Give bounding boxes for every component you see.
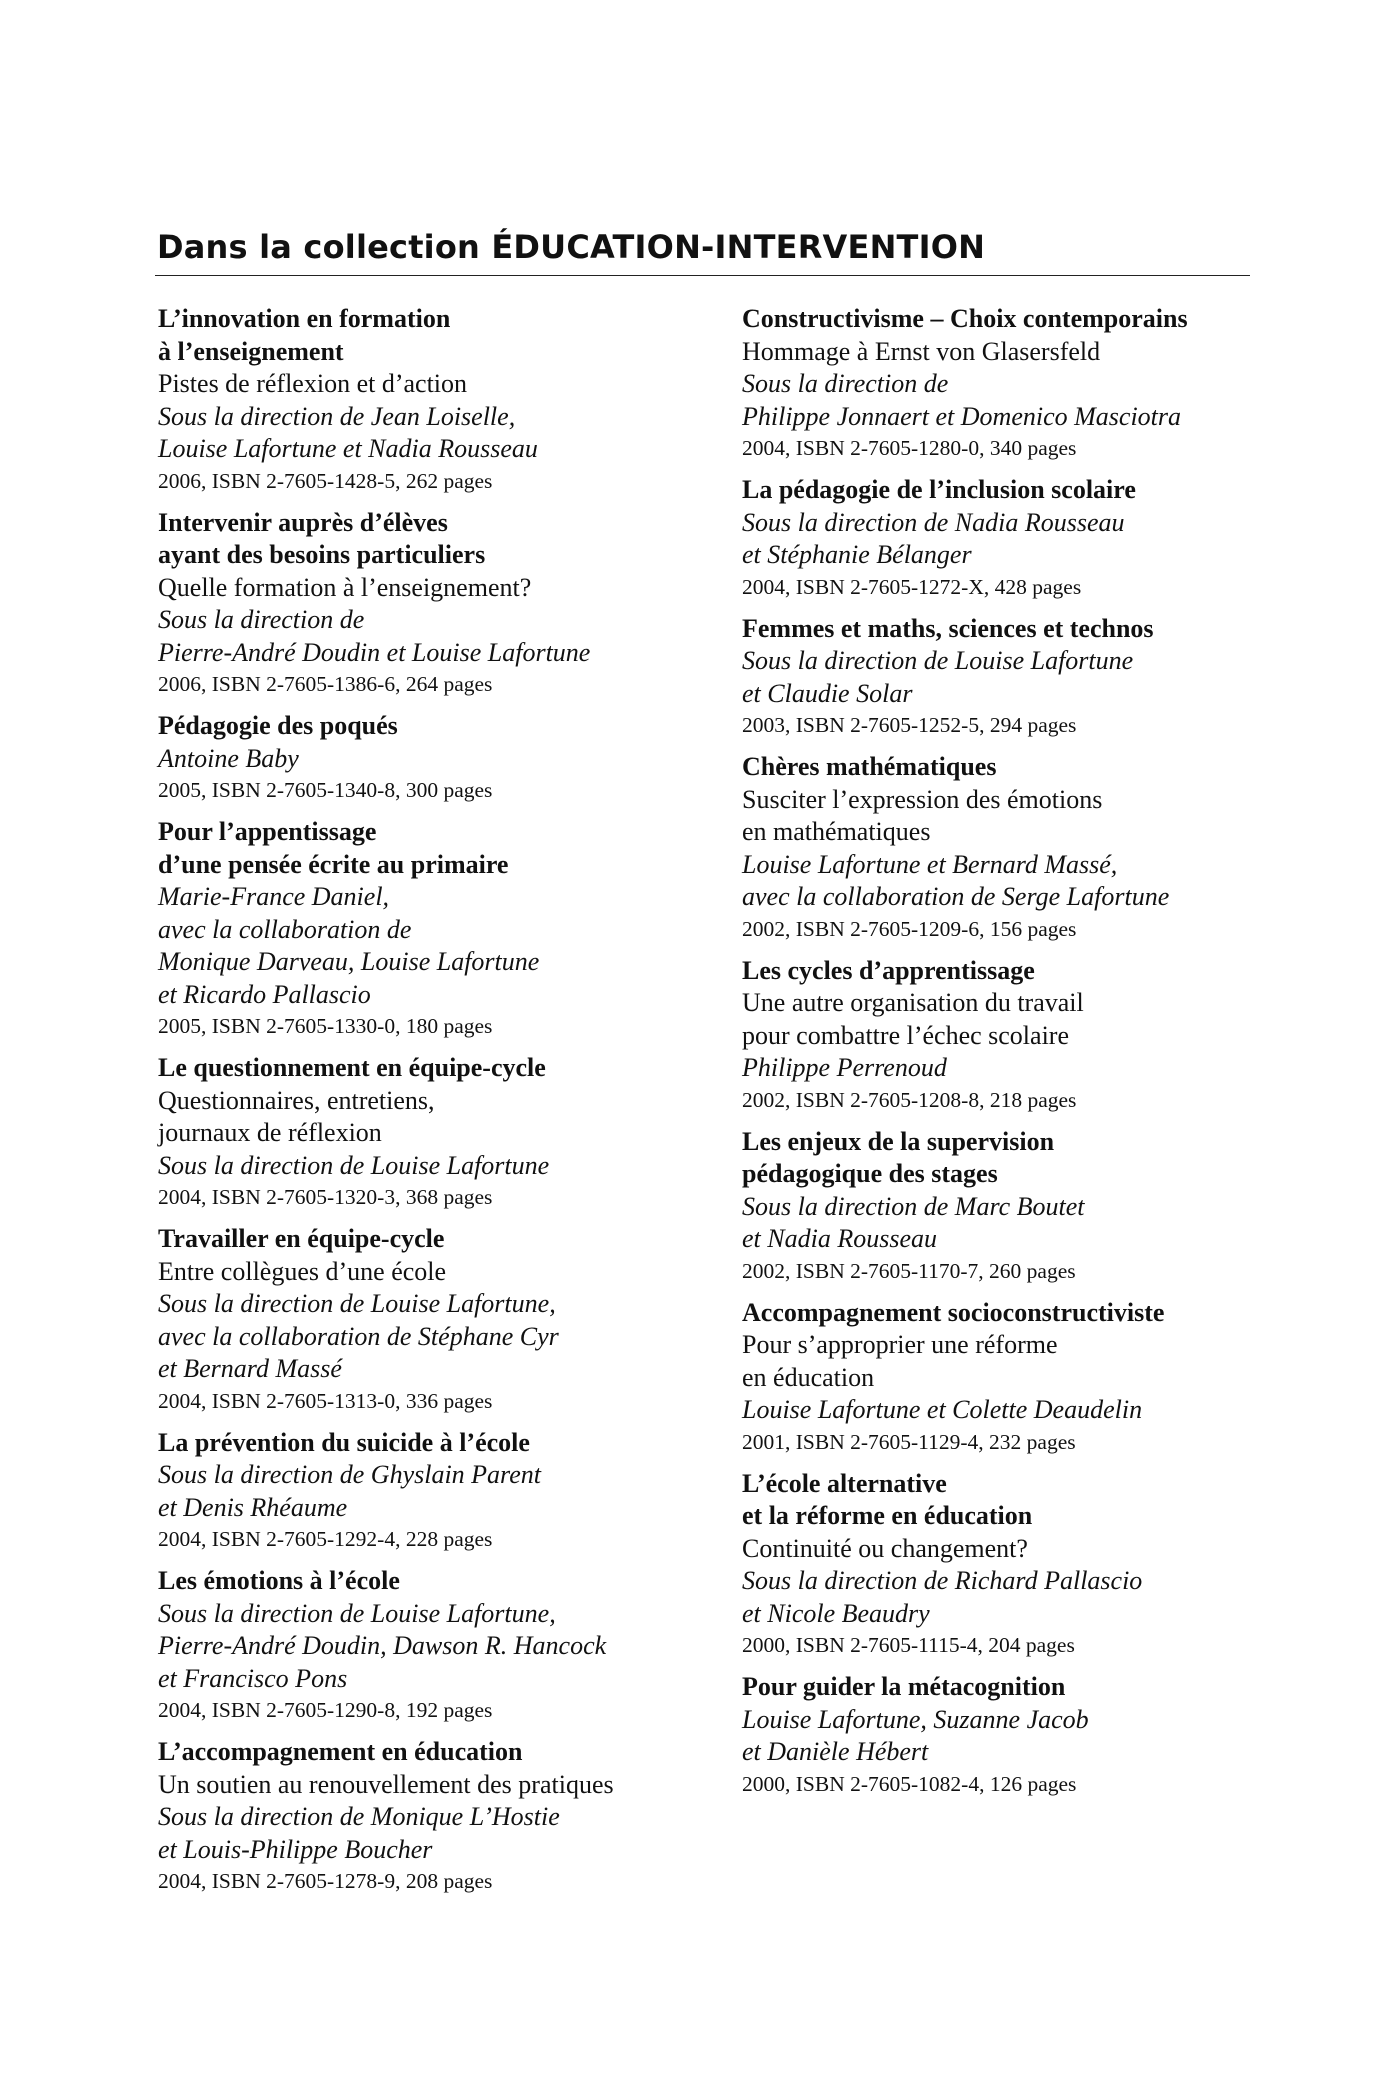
book-authors: et Nadia Rousseau [742,1224,937,1253]
book-publication-info: 2000, ISBN 2-7605-1115-4, 204 pages [742,1633,1075,1657]
book-title: Les enjeux de la supervision [742,1126,1055,1156]
book-title: Les cycles d’apprentissage [742,955,1035,985]
book-publication-info: 2005, ISBN 2-7605-1340-8, 300 pages [158,778,493,802]
book-title: L’école alternative [742,1468,947,1498]
book-authors: Louise Lafortune et Nadia Rousseau [158,434,538,463]
book-publication-info: 2002, ISBN 2-7605-1170-7, 260 pages [742,1258,1076,1283]
book-title: Femmes et maths, sciences et technos [742,613,1154,643]
book-publication-info: 2002, ISBN 2-7605-1208-8, 218 pages [742,1087,1077,1112]
book-entry [742,474,1282,603]
book-subtitle: journaux de réflexion [158,1118,382,1147]
book-title: Intervenir auprès d’élèves [158,507,448,537]
book-publication-info: 2004, ISBN 2-7605-1313-0, 336 pages [158,1388,493,1413]
book-authors: Pierre-André Doudin et Louise Lafortune [158,637,591,667]
book-subtitle: Une autre organisation du travail [742,988,1084,1017]
book-authors: Philippe Perrenoud [742,1053,947,1082]
book-authors: Louise Lafortune et Bernard Massé, [742,849,1118,879]
book-entry [158,1427,718,1556]
book-authors: Sous la direction de Ghyslain Parent [158,1460,541,1489]
book-authors: et Danièle Hébert [742,1737,929,1766]
book-subtitle: Continuité ou changement? [742,1533,1028,1563]
book-subtitle: Hommage à Ernst von Glasersfeld [742,336,1101,366]
book-authors: Sous la direction de Louise Lafortune, [158,1598,556,1628]
book-publication-info: 2006, ISBN 2-7605-1428-5, 262 pages [158,468,493,493]
book-subtitle: Pour s’approprier une réforme [742,1330,1058,1359]
book-publication-info: 2004, ISBN 2-7605-1290-8, 192 pages [158,1698,493,1722]
collection-heading: Dans la collection ÉDUCATION-INTERVENTION [157,228,986,266]
book-title: La prévention du suicide à l’école [158,1427,530,1457]
book-entry [742,613,1282,742]
book-title: Pédagogie des poqués [158,711,398,740]
book-entry [158,816,718,1042]
book-authors: et Ricardo Pallascio [158,979,371,1009]
book-subtitle: Questionnaires, entretiens, [158,1085,435,1115]
book-title: à l’enseignement [158,336,344,366]
book-authors: Sous la direction de Louise Lafortune [158,1150,550,1180]
book-title: et la réforme en éducation [742,1501,1033,1530]
book-authors: Sous la direction de Louise Lafortune [742,646,1134,675]
book-authors: et Nicole Beaudry [742,1598,930,1628]
book-authors: et Francisco Pons [158,1663,348,1693]
book-entry [158,1565,718,1726]
book-authors: Sous la direction de [158,605,365,634]
book-publication-info: 2000, ISBN 2-7605-1082-4, 126 pages [742,1771,1077,1796]
book-entry [742,751,1282,945]
book-entry [742,1126,1282,1287]
left-column [158,303,718,1907]
book-subtitle: en mathématiques [742,817,931,846]
book-authors: et Stéphanie Bélanger [742,540,972,569]
book-title: Accompagnement socioconstructiviste [742,1297,1165,1327]
book-title: pédagogique des stages [742,1159,998,1188]
book-authors: Sous la direction de Jean Loiselle, [158,401,516,431]
book-title: Le questionnement en équipe-cycle [158,1053,546,1082]
book-title: Travailler en équipe-cycle [158,1224,445,1253]
book-title: L’accompagnement en éducation [158,1737,523,1766]
book-authors: Antoine Baby [158,743,299,773]
book-publication-info: 2006, ISBN 2-7605-1386-6, 264 pages [158,672,493,696]
book-authors: Louise Lafortune, Suzanne Jacob [742,1704,1089,1734]
book-title: Pour l’appentissage [158,817,377,846]
book-authors: Sous la direction de Nadia Rousseau [742,507,1125,537]
book-title: Les émotions à l’école [158,1566,400,1595]
book-title: La pédagogie de l’inclusion scolaire [742,475,1136,504]
book-publication-info: 2004, ISBN 2-7605-1272-X, 428 pages [742,574,1082,599]
book-entry [158,1052,718,1213]
book-entry [158,507,718,701]
book-entry [742,303,1282,464]
book-entry [158,1223,718,1417]
book-authors: avec la collaboration de [158,914,412,944]
book-subtitle: Susciter l’expression des émotions [742,784,1103,814]
book-authors: Marie-France Daniel, [158,882,390,911]
book-authors: avec la collaboration de Serge Lafortune [742,882,1170,911]
book-subtitle: en éducation [742,1362,875,1392]
book-authors: Sous la direction de [742,369,949,398]
book-entry [742,1297,1282,1458]
book-authors: Sous la direction de Monique L’Hostie [158,1802,560,1831]
book-authors: Philippe Jonnaert et Domenico Masciotra [742,401,1182,431]
book-authors: et Louis-Philippe Boucher [158,1834,433,1864]
book-title: Chères mathématiques [742,752,997,781]
right-column [742,303,1282,1810]
book-title: ayant des besoins particuliers [158,540,486,569]
book-entry [742,1468,1282,1662]
book-authors: avec la collaboration de Stéphane Cyr [158,1321,559,1351]
book-authors: Monique Darveau, Louise Lafortune [158,947,540,976]
book-authors: et Denis Rhéaume [158,1492,348,1522]
book-publication-info: 2004, ISBN 2-7605-1280-0, 340 pages [742,436,1077,460]
book-entry [158,303,718,497]
book-authors: Sous la direction de Marc Boutet [742,1191,1085,1221]
book-title: L’innovation en formation [158,304,451,333]
book-title: Constructivisme – Choix contemporains [742,304,1188,333]
book-subtitle: Un soutien au renouvellement des pratiques [158,1769,614,1799]
book-publication-info: 2005, ISBN 2-7605-1330-0, 180 pages [158,1014,493,1038]
book-authors: Sous la direction de Richard Pallascio [742,1566,1143,1595]
book-title: d’une pensée écrite au primaire [158,849,509,879]
book-title: Pour guider la métacognition [742,1672,1066,1701]
book-entry [158,710,718,806]
book-publication-info: 2004, ISBN 2-7605-1278-9, 208 pages [158,1869,493,1893]
book-authors: et Claudie Solar [742,678,913,708]
book-authors: et Bernard Massé [158,1354,342,1383]
book-subtitle: Quelle formation à l’enseignement? [158,572,532,602]
book-entry [742,955,1282,1116]
book-entry [742,1671,1282,1800]
heading-rule [155,275,1250,276]
book-publication-info: 2004, ISBN 2-7605-1320-3, 368 pages [158,1185,493,1209]
book-authors: Pierre-André Doudin, Dawson R. Hancock [158,1631,607,1660]
book-publication-info: 2001, ISBN 2-7605-1129-4, 232 pages [742,1429,1076,1454]
book-authors: Louise Lafortune et Colette Deaudelin [742,1395,1143,1424]
book-entry [158,1736,718,1897]
book-subtitle: pour combattre l’échec scolaire [742,1020,1069,1050]
book-subtitle: Entre collègues d’une école [158,1256,447,1286]
book-publication-info: 2004, ISBN 2-7605-1292-4, 228 pages [158,1527,493,1551]
book-subtitle: Pistes de réflexion et d’action [158,369,468,398]
book-publication-info: 2003, ISBN 2-7605-1252-5, 294 pages [742,713,1077,737]
book-authors: Sous la direction de Louise Lafortune, [158,1289,556,1318]
book-publication-info: 2002, ISBN 2-7605-1209-6, 156 pages [742,916,1077,941]
